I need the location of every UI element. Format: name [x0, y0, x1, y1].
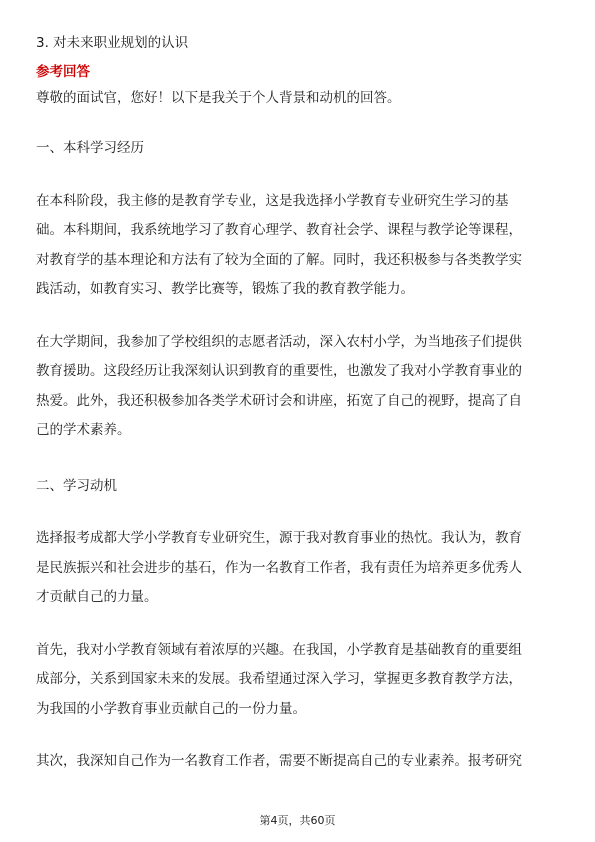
document-content	[36, 33, 566, 777]
section-heading-text: 二、学习动机	[36, 477, 117, 494]
paragraph-motivation	[36, 524, 566, 613]
intro-paragraph: 尊敬的面试官，您好！以下是我关于个人背景和动机的回答。	[36, 90, 401, 106]
paragraph-line: 才贡献自己的力量。	[36, 589, 158, 605]
question-title: 3. 对未来职业规划的认识	[36, 35, 189, 51]
paragraph-line: 践活动，如教育实习、教学比赛等，锻炼了我的教育教学能力。	[36, 281, 414, 297]
paragraph-line: 教育援助。这段经历让我深刻认识到教育的重要性，也激发了我对小学教育事业的	[36, 363, 522, 379]
paragraph-undergraduate-study	[36, 187, 566, 305]
section-heading-text: 一、本科学习经历	[36, 140, 144, 156]
paragraph-line: 成部分，关系到国家未来的发展。我希望通过深入学习，掌握更多教育教学方法，	[36, 671, 522, 687]
section-heading-undergraduate	[36, 134, 566, 164]
paragraph-line: 在大学期间，我参加了学校组织的志愿者活动，深入农村小学，为当地孩子们提供	[36, 333, 522, 350]
paragraph-line: 选择报考成都大学小学教育专业研究生，源于我对教育事业的热忱。我认为，教育	[36, 530, 522, 546]
paragraph-line: 首先，我对小学教育领域有着浓厚的兴趣。在我国，小学教育是基础教育的重要组	[36, 641, 522, 658]
paragraph-line: 础。本科期间，我系统地学习了教育心理学、教育社会学、课程与教学论等课程，	[36, 222, 522, 238]
paragraph-interest	[36, 636, 566, 725]
paragraph-line: 热爱。此外，我还积极参加各类学术研讨会和讲座，拓宽了自己的视野，提高了自	[36, 392, 522, 409]
paragraph-professional-growth	[36, 747, 566, 777]
paragraph-line: 己的学术素养。	[36, 422, 131, 438]
paragraph-line: 其次，我深知自己作为一名教育工作者，需要不断提高自己的专业素养。报考研究	[36, 753, 522, 769]
paragraph-line: 对教育学的基本理论和方法有了较为全面的了解。同时，我还积极参与各类教学实	[36, 251, 522, 268]
page-number-footer: 第4页，共60页	[259, 814, 336, 827]
paragraph-line: 在本科阶段，我主修的是教育学专业，这是我选择小学教育专业研究生学习的基	[36, 192, 509, 209]
paragraph-volunteer-experience	[36, 328, 566, 446]
section-heading-motivation	[36, 472, 566, 502]
paragraph-line: 是民族振兴和社会进步的基石，作为一名教育工作者，我有责任为培养更多优秀人	[36, 559, 522, 576]
answer-label: 参考回答	[36, 64, 90, 80]
paragraph-line: 为我国的小学教育事业贡献自己的一份力量。	[36, 700, 306, 717]
